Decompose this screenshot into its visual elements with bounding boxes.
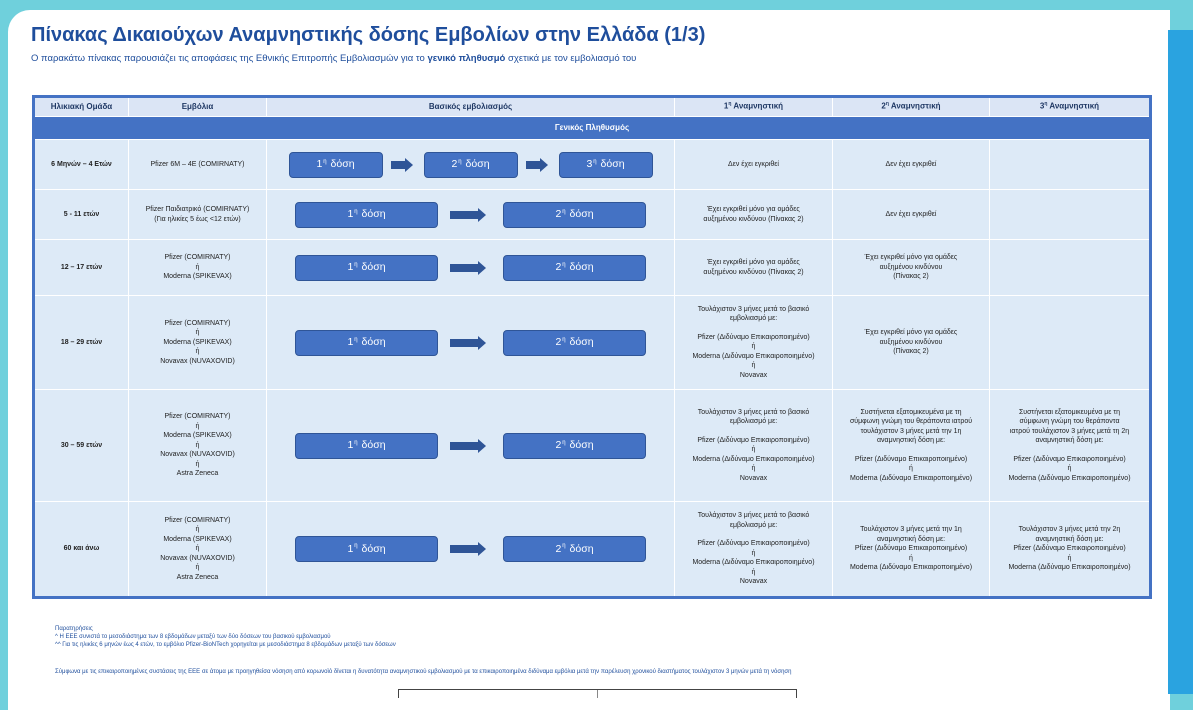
cell-line: εμβολιασμό με:: [729, 521, 778, 529]
cell-line: ή: [195, 329, 200, 337]
dose-2-box: 2 $^\eta$ δόση: [503, 536, 646, 562]
booster-3-cell: [990, 296, 1151, 390]
cell-line: ή: [751, 465, 756, 473]
cell-line: Έχει εγκριθεί μόνο για ομάδες: [707, 259, 800, 267]
cell-line: Pfizer (Διδύναμο Επικαιροποιημένο): [854, 545, 968, 553]
cell-line: [833, 446, 989, 455]
note-line: ^^ Για τις ηλικίες 6 μηνών έως 4 ετών, το εμβόλιο Pfizer-BioNTech χορηγείται με μεσοδιάστημα 8 εβδομάδων μεταξύ των δόσεων: [55, 642, 396, 649]
cell-line: τουλάχιστον 3 μήνες μετά την 1η: [860, 427, 962, 435]
cell-line: (Για ηλικίες 5 έως <12 ετών): [154, 215, 241, 223]
basic-vaccination-cell: [267, 502, 675, 598]
header-booster-2: $2^\eta$ Αναμνηστική: [833, 97, 990, 117]
cell-line: ή: [1067, 554, 1072, 562]
cell-line: Pfizer (Διδύναμο Επικαιροποιημένο): [1013, 545, 1126, 553]
age-group-cell: 6 Μηνών – 4 Ετών: [34, 140, 129, 190]
cell-line: Pfizer (COMIRNATY): [164, 413, 231, 421]
vaccines-cell: [129, 502, 267, 598]
cell-line: (Πίνακας 2): [893, 348, 929, 356]
table-row: [34, 296, 1151, 390]
cell-line: Novavax (NUVAXOVID): [160, 357, 235, 365]
table-row: [34, 390, 1151, 502]
cell-line: ή: [909, 554, 913, 562]
booster-1-cell: [675, 390, 833, 502]
age-group-cell: 60 και άνω: [34, 502, 129, 598]
section-row-general-population: [34, 117, 1151, 140]
basic-vaccination-cell: [267, 140, 675, 190]
cell-line: σύμφωνη γνώμη του θεράποντα: [1019, 418, 1120, 426]
booster-2-cell: [833, 502, 990, 598]
cell-line: Moderna (Διδύναμο Επικαιροποιημένο): [1008, 474, 1131, 482]
cell-line: Έχει εγκριθεί μόνο για ομάδες: [864, 254, 958, 262]
cell-line: [675, 530, 832, 539]
dose-2-box: 2 $^\eta$ δόση: [503, 433, 646, 459]
vaccines-cell: [129, 140, 267, 190]
table-row: [34, 240, 1151, 296]
booster-3-cell: [990, 240, 1151, 296]
cell-line: αυξημένου κινδύνου (Πίνακας 2): [703, 268, 804, 276]
header-basic-vaccination: Βασικός εμβολιασμός: [267, 97, 675, 117]
arrow-right-icon: [478, 439, 486, 453]
cell-line: Τουλάχιστον 3 μήνες μετά το βασικό: [697, 408, 810, 416]
cell-line: Pfizer (COMIRNATY): [164, 516, 231, 524]
booster-3-cell: [990, 390, 1151, 502]
age-group-cell: 5 - 11 ετών: [34, 190, 129, 240]
booster-2-cell: [833, 240, 990, 296]
cell-line: Τουλάχιστον 3 μήνες μετά το βασικό: [697, 512, 810, 520]
vaccines-cell: [129, 296, 267, 390]
cell-line: Pfizer (COMIRNATY): [164, 254, 231, 262]
cell-line: ή: [195, 441, 200, 449]
booster-2-cell: [833, 140, 990, 190]
page-title: Πίνακας Δικαιούχων Αναμνηστικής δόσης Εμβολίων στην Ελλάδα (1/3): [31, 24, 706, 46]
cell-line: ή: [195, 460, 200, 468]
cell-line: Pfizer (Διδύναμο Επικαιροποιημένο): [697, 540, 810, 548]
cell-line: εμβολιασμό με:: [729, 315, 778, 323]
vaccines-cell: [129, 240, 267, 296]
cell-line: Δεν έχει εγκριθεί: [885, 160, 937, 168]
booster-1-cell: [675, 140, 833, 190]
cell-line: Έχει εγκριθεί μόνο για ομάδες: [864, 329, 958, 337]
arrow-right-icon: [478, 208, 486, 222]
cell-line: ή: [195, 263, 200, 271]
cell-line: Novavax (NUVAXOVID): [160, 451, 235, 459]
age-group-cell: 12 – 17 ετών: [34, 240, 129, 296]
arrow-right-icon: [478, 542, 486, 556]
cell-line: Τουλάχιστον 3 μήνες μετά την 2η: [1018, 526, 1121, 534]
vaccines-cell: [129, 190, 267, 240]
cell-line: αυξημένου κινδύνου: [879, 263, 943, 271]
cell-line: ή: [909, 465, 913, 473]
booster-2-cell: [833, 190, 990, 240]
booster-2-cell: [833, 390, 990, 502]
cell-line: Astra Zeneca: [176, 573, 219, 581]
cell-line: Novavax: [739, 578, 768, 586]
section-label: Γενικός Πληθυσμός: [34, 117, 1151, 140]
cell-line: Moderna (SPIKEVAX): [163, 273, 232, 281]
arrow-right-icon: [540, 158, 548, 172]
dose-1-box: 1 $^\eta$ δόση: [295, 330, 438, 356]
cell-line: Pfizer (COMIRNATY): [164, 319, 231, 327]
cell-line: Moderna (Διδύναμο Επικαιροποιημένο): [1008, 564, 1131, 572]
cell-line: αναμνηστική δόση με:: [876, 437, 946, 445]
header-booster-3: $3^\eta$ Αναμνηστική: [990, 97, 1151, 117]
table-row: [34, 140, 1151, 190]
cell-line: (Πίνακας 2): [893, 273, 929, 281]
cell-line: Δεν έχει εγκριθεί: [728, 160, 779, 168]
booster-3-cell: [990, 502, 1151, 598]
cell-line: ή: [751, 568, 756, 576]
cell-line: Συστήνεται εξατομικευμένα με τη: [860, 408, 962, 416]
cell-line: Τουλάχιστον 3 μήνες μετά το βασικό: [697, 305, 810, 313]
dose-1-box: 1 $^\eta$ δόση: [295, 202, 438, 228]
cell-line: Novavax (NUVAXOVID): [160, 554, 235, 562]
cell-line: ή: [751, 446, 756, 454]
cell-line: Συστήνεται εξατομικευμένα με τη: [1018, 408, 1121, 416]
cell-line: ή: [751, 549, 756, 557]
basic-vaccination-cell: [267, 296, 675, 390]
cell-line: Pfizer 6M – 4E (COMIRNATY): [150, 160, 245, 168]
header-vaccines: Εμβόλια: [129, 97, 267, 117]
cell-line: ή: [195, 526, 200, 534]
booster-3-cell: [990, 140, 1151, 190]
cell-line: εμβολιασμό με:: [729, 418, 778, 426]
cell-line: Astra Zeneca: [176, 470, 219, 478]
cell-line: αναμνηστική δόση με:: [876, 535, 946, 543]
arrow-right-icon: [478, 336, 486, 350]
right-scroll-strip: [1168, 30, 1193, 694]
dose-1-box: 1 $^\eta$ δόση: [295, 255, 438, 281]
cell-line: αυξημένου κινδύνου: [879, 338, 943, 346]
table-header-row: [34, 97, 1151, 117]
cell-line: ή: [195, 422, 200, 430]
cell-line: Moderna (Διδύναμο Επικαιροποιημένο): [692, 352, 815, 360]
dose-2-box: 2 $^\eta$ δόση: [424, 152, 518, 178]
notes-block: [55, 625, 396, 649]
cell-line: Moderna (Διδύναμο Επικαιροποιημένο): [849, 564, 973, 572]
cell-line: Moderna (SPIKEVAX): [163, 535, 232, 543]
cell-line: [675, 427, 832, 436]
basic-vaccination-cell: [267, 240, 675, 296]
cell-line: Pfizer Παιδιατρικό (COMIRNATY): [145, 206, 250, 214]
cell-line: Moderna (SPIKEVAX): [163, 338, 232, 346]
dose-1-box: 1 $^\eta$ δόση: [295, 536, 438, 562]
vaccines-cell: [129, 390, 267, 502]
cell-line: Moderna (Διδύναμο Επικαιροποιημένο): [692, 559, 815, 567]
cell-line: Novavax: [739, 474, 768, 482]
booster-1-cell: [675, 190, 833, 240]
cell-line: Δεν έχει εγκριθεί: [885, 210, 937, 218]
cell-line: αναμνηστική δόση με:: [1035, 535, 1104, 543]
cell-line: Pfizer (Διδύναμο Επικαιροποιημένο): [854, 455, 968, 463]
cell-line: [675, 324, 832, 333]
note-line: ^ Η ΕΕΕ συνιστά το μεσοδιάστημα των 8 εβδομάδων μεταξύ των δύο δόσεων του βασικού εμβολιασμού: [55, 634, 331, 641]
booster-1-cell: [675, 502, 833, 598]
cell-line: ή: [1067, 465, 1072, 473]
cell-line: ή: [195, 348, 200, 356]
subtitle-part: σχετικά με τον εμβολιασμό του: [505, 53, 637, 64]
dose-2-box: 2 $^\eta$ δόση: [503, 330, 646, 356]
booster-3-cell: [990, 190, 1151, 240]
cell-line: Pfizer (Διδύναμο Επικαιροποιημένο): [1013, 455, 1126, 463]
header-age-group: Ηλικιακή Ομάδα: [34, 97, 129, 117]
dose-3-box: 3 $^\eta$ δόση: [559, 152, 653, 178]
booster-eligibility-table: [32, 95, 1152, 599]
cell-line: σύμφωνη γνώμη του θεράποντα ιατρού: [849, 418, 973, 426]
notes-title: Παρατηρήσεις: [55, 626, 93, 632]
cell-line: ή: [751, 343, 756, 351]
arrow-right-icon: [478, 261, 486, 275]
cell-line: ή: [195, 564, 200, 572]
dose-2-box: 2 $^\eta$ δόση: [503, 202, 646, 228]
basic-vaccination-cell: [267, 390, 675, 502]
booster-1-cell: [675, 296, 833, 390]
subtitle-bold: γενικό πληθυσμό: [427, 53, 506, 64]
dose-2-box: 2 $^\eta$ δόση: [503, 255, 646, 281]
cell-line: Moderna (Διδύναμο Επικαιροποιημένο): [692, 455, 815, 463]
age-group-cell: 30 – 59 ετών: [34, 390, 129, 502]
cell-line: ή: [751, 362, 756, 370]
notes-conclusion: Σύμφωνα με τις επικαιροποιημένες συστάσεις της ΕΕΕ σε άτομα με προηγηθείσα νόσηση από κορωνοϊό δίνεται η δυνατότητα αναμνηστικού εμβολιασμού με τα επικαιροποιημένα διδύναμα εμβόλια μετά την παρέλευση χρονικού διαστήματος τουλάχιστον 3 μηνών μετά τη νόσηση: [55, 669, 792, 675]
cell-line: Έχει εγκριθεί μόνο για ομάδες: [707, 206, 800, 214]
cell-line: Pfizer (Διδύναμο Επικαιροποιημένο): [697, 436, 810, 444]
table-row: [34, 502, 1151, 598]
table-row: [34, 190, 1151, 240]
cell-line: ιατρού τουλάχιστον 3 μήνες μετά τη 2η: [1009, 427, 1130, 435]
booster-2-cell: [833, 296, 990, 390]
cell-line: Pfizer (Διδύναμο Επικαιροποιημένο): [697, 333, 810, 341]
dose-1-box: 1 $^\eta$ δόση: [289, 152, 383, 178]
cell-line: [990, 446, 1149, 455]
cell-line: αυξημένου κινδύνου (Πίνακας 2): [703, 215, 804, 223]
cell-line: Τουλάχιστον 3 μήνες μετά την 1η: [860, 526, 962, 534]
cell-line: αναμνηστική δόση με:: [1035, 437, 1104, 445]
cell-line: ή: [195, 545, 200, 553]
cell-line: Novavax: [739, 371, 768, 379]
subtitle-part: Ο παρακάτω πίνακας παρουσιάζει τις αποφάσεις της Εθνικής Επιτροπής Εμβολιασμών για το: [31, 53, 428, 64]
age-group-cell: 18 – 29 ετών: [34, 296, 129, 390]
cell-line: Moderna (SPIKEVAX): [163, 432, 232, 440]
booster-1-cell: [675, 240, 833, 296]
header-booster-1: $1^\eta$ Αναμνηστική: [675, 97, 833, 117]
dose-1-box: 1 $^\eta$ δόση: [295, 433, 438, 459]
cell-line: Moderna (Διδύναμο Επικαιροποιημένο): [849, 474, 973, 482]
basic-vaccination-cell: [267, 190, 675, 240]
arrow-right-icon: [405, 158, 413, 172]
page-subtitle: [31, 53, 636, 64]
